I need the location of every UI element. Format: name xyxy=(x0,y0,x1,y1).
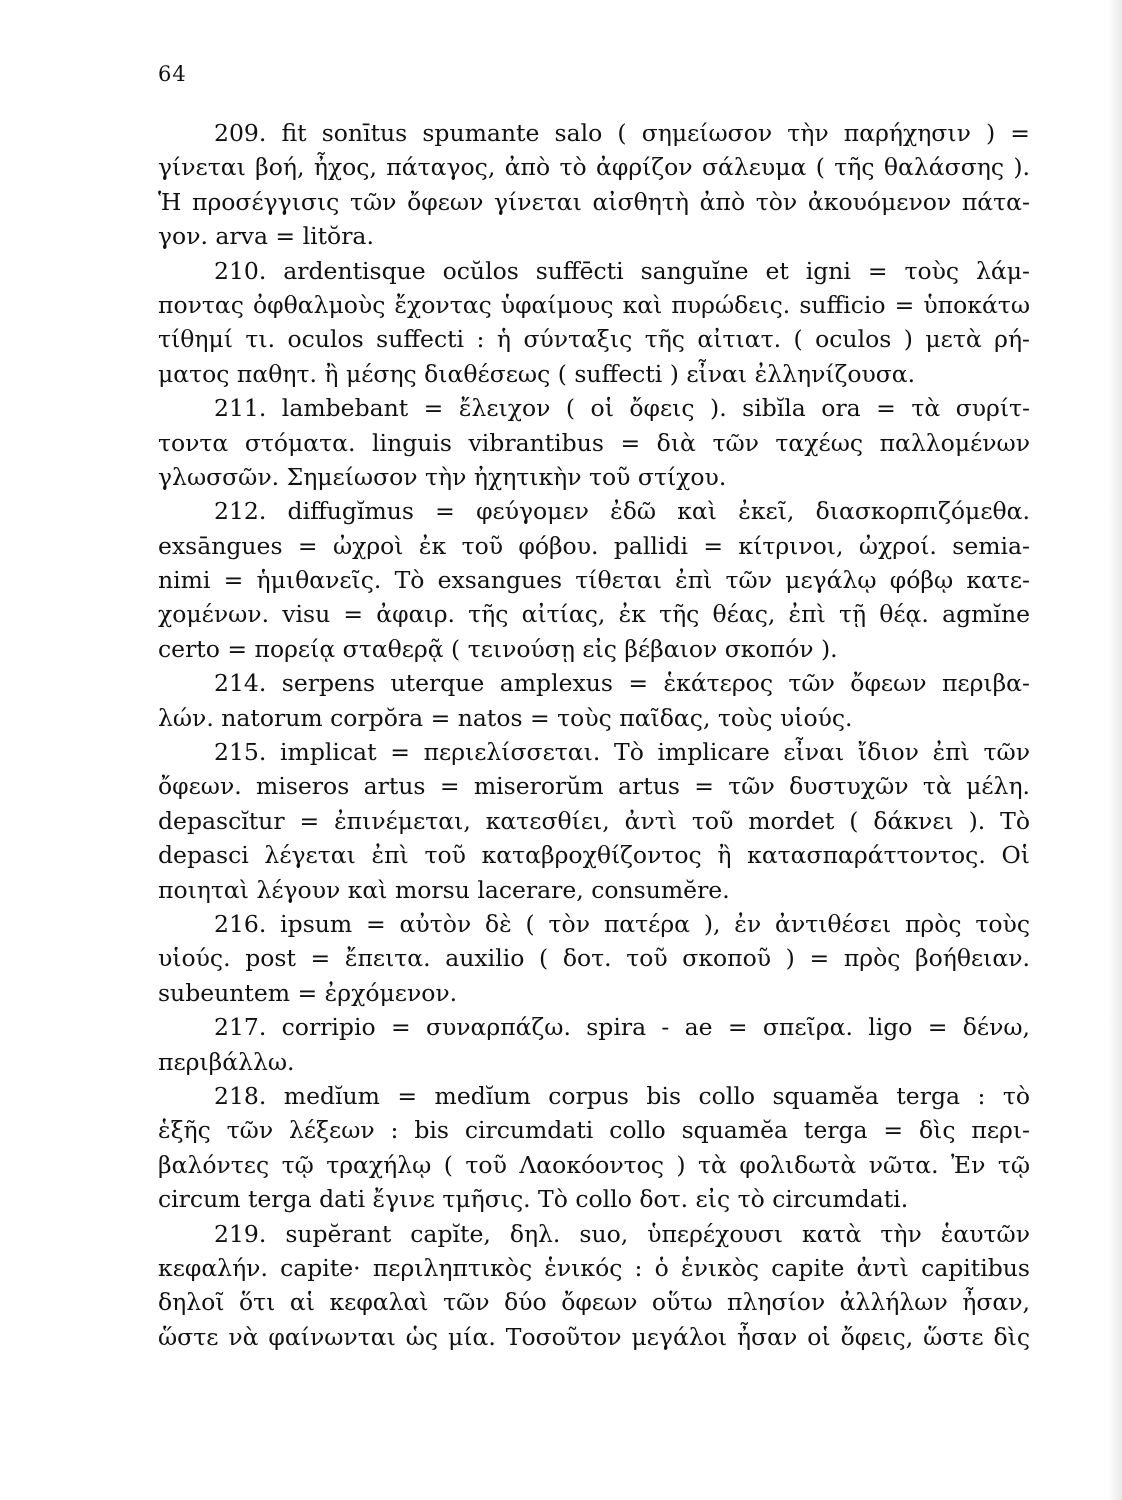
text-line: 212. diffugĭmus = φεύγομεν ἐδῶ καὶ ἐκεῖ, διασκορπιζόμεθα. xyxy=(214,497,1030,526)
text-line: exsāngues = ὠχροὶ ἐκ τοῦ φόβου. pallidi = κίτρινοι, ὠχροί. semia- xyxy=(158,531,1030,560)
text-line: 211. lambebant = ἔλειχον ( οἱ ὄφεις ). sibĭla ora = τὰ συρίτ- xyxy=(214,394,1030,423)
text-line: ἑξῆς τῶν λέξεων : bis circumdati collo squamĕa terga = δὶς περι- xyxy=(158,1116,1030,1145)
text-line: ποιηταὶ λέγουν καὶ morsu lacerare, consumĕre. xyxy=(158,875,730,904)
text-line: subeuntem = ἐρχόμενον. xyxy=(158,978,458,1007)
text-line: κεφαλήν. capite· περιληπτικὸς ἑνικός : ὁ ἑνικὸς capite ἀντὶ capitibus xyxy=(158,1253,1030,1282)
text-line: υἱούς. post = ἔπειτα. auxilio ( δοτ. τοῦ σκοποῦ ) = πρὸς βοήθειαν. xyxy=(158,944,1030,973)
text-line: 217. corripio = συναρπάζω. spira - ae = σπεῖρα. ligo = δένω, xyxy=(214,1013,1030,1042)
text-line: γλωσσῶν. Σημείωσον τὴν ἠχητικὴν τοῦ στίχου. xyxy=(158,462,727,491)
text-line: nimi = ἡμιθανεῖς. Τὸ exsangues τίθεται ἐπὶ τῶν μεγάλῳ φόβῳ κατε- xyxy=(158,566,1030,595)
text-line: Ἡ προσέγγισις τῶν ὄφεων γίνεται αἰσθητὴ ἀπὸ τὸν ἀκουόμενον πάτα- xyxy=(158,187,1030,216)
commentary-text xyxy=(158,116,1030,1354)
text-line: 216. ipsum = αὐτὸν δὲ ( τὸν πατέρα ), ἐν ἀντιθέσει πρὸς τοὺς xyxy=(214,909,1030,938)
text-line: depasci λέγεται ἐπὶ τοῦ καταβροχθίζοντος ἢ κατασπαράττοντος. Οἱ xyxy=(158,841,1030,870)
text-line: depascĭtur = ἐπινέμεται, κατεσθίει, ἀντὶ τοῦ mordet ( δάκνει ). Τὸ xyxy=(158,806,1030,835)
page-edge-shadow xyxy=(1108,0,1122,1500)
text-line: λών. natorum corpŏra = natos = τοὺς παῖδας, τοὺς υἱούς. xyxy=(158,703,853,732)
text-line: τίθημί τι. oculos suffecti : ἡ σύνταξις τῆς αἰτιατ. ( oculos ) μετὰ ρή- xyxy=(158,325,1030,354)
text-line: 214. serpens uterque amplexus = ἑκάτερος τῶν ὄφεων περιβα- xyxy=(214,669,1030,698)
text-line: τοντα στόματα. linguis vibrantibus = διὰ τῶν ταχέως παλλομένων xyxy=(158,428,1030,457)
text-line: certo = πορείᾳ σταθερᾷ ( τεινούσῃ εἰς βέβαιον σκοπόν ). xyxy=(158,634,838,663)
text-line: 219. supĕrant capĭte, δηλ. suo, ὑπερέχουσι κατὰ τὴν ἑαυτῶν xyxy=(214,1219,1030,1248)
text-line: γίνεται βοή, ἦχος, πάταγος, ἀπὸ τὸ ἀφρίζον σάλευμα ( τῆς θαλάσσης ). xyxy=(158,153,1030,182)
text-line: 215. implicat = περιελίσσεται. Τὸ implicare εἶναι ἴδιον ἐπὶ τῶν xyxy=(214,738,1030,767)
text-line: ματος παθητ. ἢ μέσης διαθέσεως ( suffecti ) εἶναι ἐλληνίζουσα. xyxy=(158,359,916,388)
text-line: ὥστε νὰ φαίνωνται ὡς μία. Τοσοῦτον μεγάλοι ἦσαν οἱ ὄφεις, ὥστε δὶς xyxy=(158,1322,1030,1351)
text-line: γον. arva = litŏra. xyxy=(158,222,374,251)
text-line: 210. ardentisque ocŭlos suffēcti sanguĭne et igni = τοὺς λάμ- xyxy=(214,256,1030,285)
text-line: 209. fit sonītus spumante salo ( σημείωσον τὴν παρήχησιν ) = xyxy=(214,119,1030,147)
page-number: 64 xyxy=(158,62,187,86)
text-line: circum terga dati ἔγινε τμῆσις. Τὸ collo δοτ. εἰς τὸ circumdati. xyxy=(158,1185,909,1214)
text-line: ὄφεων. miseros artus = miserorŭm artus = τῶν δυστυχῶν τὰ μέλη. xyxy=(158,772,1030,801)
text-line: χομένων. visu = ἀφαιρ. τῆς αἰτίας, ἐκ τῆς θέας, ἐπὶ τῇ θέᾳ. agmĭne xyxy=(158,600,1030,629)
text-line: βαλόντες τῷ τραχήλῳ ( τοῦ Λαοκόοντος ) τὰ φολιδωτὰ νῶτα. Ἐν τῷ xyxy=(158,1150,1030,1179)
text-line: 218. medĭum = medĭum corpus bis collo squamĕa terga : τὸ xyxy=(214,1081,1030,1110)
text-line: ποντας ὀφθαλμοὺς ἔχοντας ὑφαίμους καὶ πυρώδεις. sufficio = ὑποκάτω xyxy=(158,290,1030,319)
text-line: περιβάλλω. xyxy=(158,1047,295,1076)
text-line: δηλοῖ ὅτι αἱ κεφαλαὶ τῶν δύο ὄφεων οὕτω πλησίον ἀλλήλων ἦσαν, xyxy=(158,1288,1030,1317)
